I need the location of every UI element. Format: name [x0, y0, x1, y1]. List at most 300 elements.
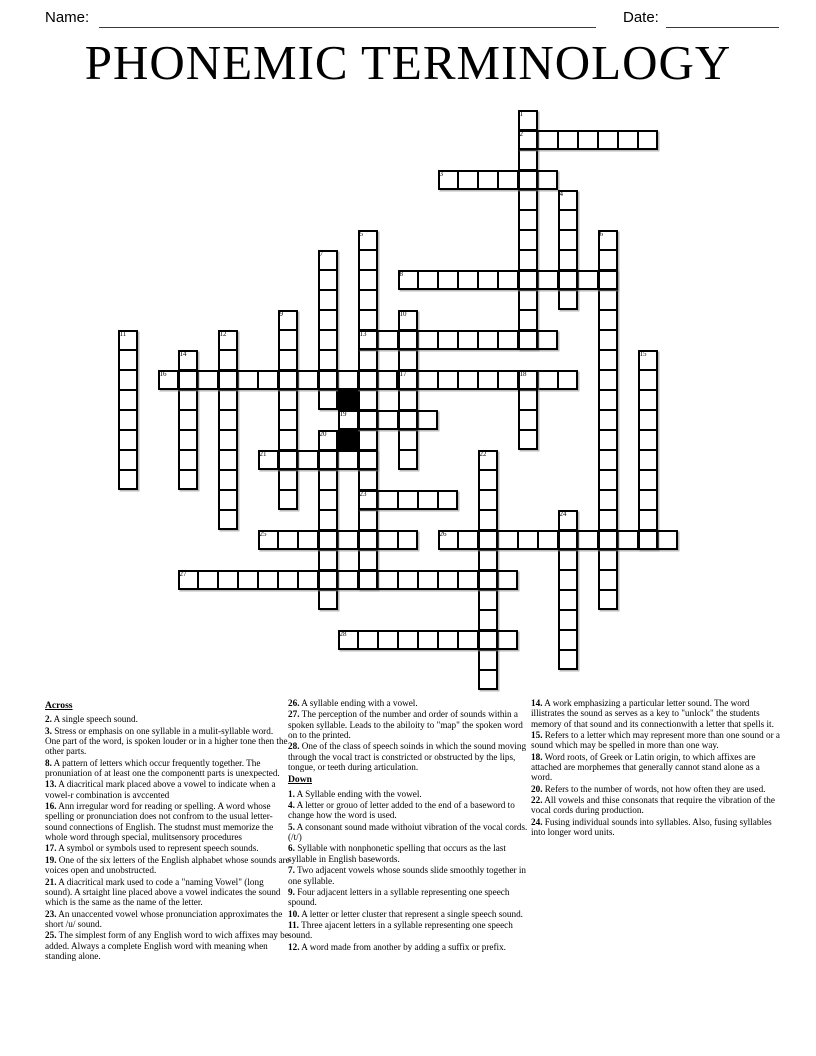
grid-cell[interactable] [558, 190, 578, 210]
grid-cell[interactable] [418, 330, 438, 350]
grid-cell[interactable] [558, 610, 578, 630]
grid-cell[interactable] [358, 510, 378, 530]
grid-cell[interactable] [558, 630, 578, 650]
grid-cell[interactable] [118, 350, 138, 370]
grid-cell[interactable] [198, 370, 218, 390]
grid-cell[interactable] [338, 530, 358, 550]
grid-cell[interactable] [218, 370, 238, 390]
clue-item-number: 20. [531, 783, 543, 794]
blocked-cell [338, 390, 358, 410]
grid-cell[interactable] [378, 630, 398, 650]
grid-cell[interactable] [578, 270, 598, 290]
grid-cell[interactable] [598, 370, 618, 390]
grid-cell[interactable] [558, 210, 578, 230]
grid-cell[interactable] [598, 590, 618, 610]
grid-cell[interactable] [498, 330, 518, 350]
grid-cell[interactable] [278, 370, 298, 390]
grid-cell[interactable] [538, 370, 558, 390]
grid-cell[interactable] [498, 570, 518, 590]
clue-item-number: 2. [45, 714, 52, 725]
grid-cell[interactable] [638, 130, 658, 150]
grid-cell[interactable] [518, 230, 538, 250]
grid-cell[interactable] [498, 170, 518, 190]
grid-cell[interactable] [598, 130, 618, 150]
grid-cell[interactable] [458, 630, 478, 650]
grid-cell[interactable] [358, 530, 378, 550]
grid-cell[interactable] [318, 530, 338, 550]
grid-cell[interactable] [438, 490, 458, 510]
grid-cell[interactable] [438, 370, 458, 390]
grid-cell[interactable] [258, 370, 278, 390]
grid-cell[interactable] [478, 530, 498, 550]
grid-cell[interactable] [418, 490, 438, 510]
grid-cell[interactable] [398, 490, 418, 510]
grid-cell[interactable] [358, 490, 378, 510]
grid-cell[interactable] [378, 570, 398, 590]
grid-cell[interactable] [518, 370, 538, 390]
grid-cell[interactable] [638, 430, 658, 450]
clue-item-number: 9. [288, 886, 295, 897]
grid-cell[interactable] [338, 370, 358, 390]
grid-cell[interactable] [598, 570, 618, 590]
clue-item: 6. Syllable with nonphonetic spelling that occurs as the last syllable in English basewords. [288, 843, 506, 864]
grid-cell[interactable] [278, 410, 298, 430]
grid-cell[interactable] [398, 310, 418, 330]
grid-cell[interactable] [458, 330, 478, 350]
grid-cell[interactable] [598, 470, 618, 490]
grid-cell[interactable] [638, 450, 658, 470]
grid-cell[interactable] [398, 530, 418, 550]
clues-column-middle [288, 698, 534, 953]
grid-cell[interactable] [358, 630, 378, 650]
grid-cell[interactable] [318, 310, 338, 330]
grid-clue-number: 20 [319, 430, 327, 438]
clue-item-number: 18. [531, 751, 543, 762]
grid-cell[interactable] [238, 370, 258, 390]
grid-cell[interactable] [398, 410, 418, 430]
grid-cell[interactable] [218, 570, 238, 590]
grid-cell[interactable] [478, 510, 498, 530]
grid-cell[interactable] [218, 390, 238, 410]
grid-cell[interactable] [278, 310, 298, 330]
grid-cell[interactable] [518, 130, 538, 150]
grid-cell[interactable] [158, 370, 178, 390]
grid-cell[interactable] [378, 530, 398, 550]
grid-cell[interactable] [278, 470, 298, 490]
grid-cell[interactable] [118, 330, 138, 350]
grid-cell[interactable] [578, 130, 598, 150]
grid-clue-number: 22 [479, 450, 487, 458]
grid-cell[interactable] [478, 450, 498, 470]
clue-item: 8. A pattern of letters which occur frequently together. The pronuniation of at least one the componentt parts is unexpected. [45, 757, 280, 779]
clue-item: 9. Four adjacent letters in a syllable representing one speech spound. [288, 886, 510, 908]
grid-cell[interactable] [398, 450, 418, 470]
name-label: Name: [45, 9, 90, 26]
grid-cell[interactable] [398, 330, 418, 350]
grid-cell[interactable] [358, 290, 378, 310]
grid-cell[interactable] [298, 530, 318, 550]
grid-cell[interactable] [618, 530, 638, 550]
grid-cell[interactable] [418, 630, 438, 650]
grid-cell[interactable] [478, 650, 498, 670]
grid-cell[interactable] [498, 630, 518, 650]
grid-cell[interactable] [478, 590, 498, 610]
grid-cell[interactable] [558, 590, 578, 610]
grid-cell[interactable] [478, 490, 498, 510]
grid-cell[interactable] [598, 250, 618, 270]
grid-cell[interactable] [438, 270, 458, 290]
grid-cell[interactable] [278, 390, 298, 410]
grid-cell[interactable] [478, 170, 498, 190]
clue-item: 10. A letter or letter cluster that represent a single speech sound. [288, 908, 523, 919]
grid-clue-number: 1 [519, 110, 523, 118]
grid-cell[interactable] [398, 390, 418, 410]
grid-cell[interactable] [538, 330, 558, 350]
grid-cell[interactable] [358, 410, 378, 430]
clue-item-number: 22. [531, 795, 543, 806]
grid-cell[interactable] [238, 570, 258, 590]
grid-cell[interactable] [598, 530, 618, 550]
grid-cell[interactable] [218, 450, 238, 470]
grid-cell[interactable] [598, 430, 618, 450]
clue-item-number: 27. [288, 709, 300, 720]
clue-item: 15. Refers to a letter which may represent more than one sound or a sound which may be spelled in more than one way. [531, 730, 781, 751]
grid-cell[interactable] [338, 570, 358, 590]
grid-cell[interactable] [278, 450, 298, 470]
grid-cell[interactable] [218, 410, 238, 430]
grid-cell[interactable] [178, 470, 198, 490]
grid-cell[interactable] [598, 290, 618, 310]
grid-cell[interactable] [118, 430, 138, 450]
grid-cell[interactable] [178, 410, 198, 430]
grid-clue-number: 17 [399, 370, 407, 378]
grid-cell[interactable] [178, 390, 198, 410]
grid-cell[interactable] [598, 310, 618, 330]
clue-item: 27. The perception of the number and order of sounds within a spoken syllable. Leads to the abiloity to "map" the spoken word on to the printed. [288, 709, 523, 741]
grid-cell[interactable] [458, 570, 478, 590]
grid-cell[interactable] [558, 650, 578, 670]
grid-cell[interactable] [358, 390, 378, 410]
grid-cell[interactable] [318, 510, 338, 530]
clue-item-number: 19. [45, 854, 57, 865]
grid-clue-number: 24 [559, 510, 567, 518]
grid-cell[interactable] [558, 370, 578, 390]
grid-cell[interactable] [558, 250, 578, 270]
grid-cell[interactable] [318, 570, 338, 590]
grid-cell[interactable] [478, 270, 498, 290]
grid-cell[interactable] [498, 530, 518, 550]
grid-cell[interactable] [418, 410, 438, 430]
grid-cell[interactable] [598, 450, 618, 470]
grid-cell[interactable] [118, 410, 138, 430]
grid-cell[interactable] [358, 450, 378, 470]
grid-cell[interactable] [598, 270, 618, 290]
grid-cell[interactable] [258, 530, 278, 550]
grid-cell[interactable] [638, 370, 658, 390]
grid-cell[interactable] [298, 370, 318, 390]
grid-cell[interactable] [438, 170, 458, 190]
grid-cell[interactable] [518, 270, 538, 290]
clue-item: 26. A syllable ending with a vowel. [288, 698, 418, 708]
grid-clue-number: 9 [279, 310, 283, 318]
grid-cell[interactable] [518, 150, 538, 170]
grid-cell[interactable] [438, 330, 458, 350]
grid-cell[interactable] [378, 410, 398, 430]
grid-cell[interactable] [218, 330, 238, 350]
grid-cell[interactable] [518, 430, 538, 450]
grid-cell[interactable] [318, 490, 338, 510]
grid-cell[interactable] [358, 370, 378, 390]
grid-cell[interactable] [318, 250, 338, 270]
grid-cell[interactable] [358, 330, 378, 350]
grid-cell[interactable] [638, 470, 658, 490]
grid-cell[interactable] [298, 570, 318, 590]
clue-item-number: 5. [288, 821, 295, 832]
grid-cell[interactable] [278, 430, 298, 450]
clue-item-number: 11. [288, 919, 299, 930]
grid-cell[interactable] [418, 270, 438, 290]
grid-cell[interactable] [318, 350, 338, 370]
grid-cell[interactable] [558, 270, 578, 290]
grid-cell[interactable] [398, 270, 418, 290]
grid-cell[interactable] [518, 210, 538, 230]
grid-cell[interactable] [358, 570, 378, 590]
grid-cell[interactable] [358, 230, 378, 250]
grid-cell[interactable] [598, 330, 618, 350]
grid-cell[interactable] [378, 370, 398, 390]
grid-cell[interactable] [658, 530, 678, 550]
grid-cell[interactable] [558, 550, 578, 570]
grid-cell[interactable] [398, 350, 418, 370]
grid-cell[interactable] [478, 610, 498, 630]
grid-cell[interactable] [558, 230, 578, 250]
grid-cell[interactable] [398, 570, 418, 590]
grid-cell[interactable] [338, 630, 358, 650]
grid-cell[interactable] [598, 510, 618, 530]
grid-cell[interactable] [478, 470, 498, 490]
grid-cell[interactable] [318, 270, 338, 290]
grid-cell[interactable] [638, 510, 658, 530]
grid-cell[interactable] [438, 530, 458, 550]
grid-cell[interactable] [218, 470, 238, 490]
grid-clue-number: 12 [219, 330, 227, 338]
grid-cell[interactable] [178, 450, 198, 470]
grid-cell[interactable] [318, 290, 338, 310]
grid-cell[interactable] [278, 530, 298, 550]
grid-cell[interactable] [518, 170, 538, 190]
grid-clue-number: 19 [339, 410, 347, 418]
clue-item: 25. The simplest form of any English word to wich affixes may be added. Always a complete English word with meaning when standing alone. [45, 930, 289, 961]
grid-clue-number: 13 [359, 330, 367, 338]
clue-item-number: 28. [288, 741, 300, 752]
grid-cell[interactable] [378, 330, 398, 350]
grid-cell[interactable] [218, 510, 238, 530]
grid-clue-number: 25 [259, 530, 267, 538]
grid-cell[interactable] [258, 570, 278, 590]
clue-item-number: 21. [45, 876, 57, 887]
grid-cell[interactable] [598, 230, 618, 250]
grid-cell[interactable] [218, 350, 238, 370]
grid-cell[interactable] [598, 390, 618, 410]
grid-cell[interactable] [318, 390, 338, 410]
grid-cell[interactable] [598, 550, 618, 570]
grid-cell[interactable] [118, 370, 138, 390]
clue-item: 4. A letter or grouo of letter added to the end of a baseword to change how the word is used. [288, 800, 515, 821]
clue-item: 23. An unaccented vowel whose pronunciation approximates the short /u/ sound. [45, 908, 283, 929]
grid-cell[interactable] [478, 570, 498, 590]
clue-item: 20. Refers to the number of words, not how often they are used. [531, 783, 766, 794]
grid-cell[interactable] [498, 370, 518, 390]
grid-cell[interactable] [318, 330, 338, 350]
grid-cell[interactable] [278, 350, 298, 370]
grid-cell[interactable] [318, 370, 338, 390]
grid-clue-number: 11 [119, 330, 127, 338]
grid-cell[interactable] [358, 270, 378, 290]
grid-cell[interactable] [438, 570, 458, 590]
grid-clue-number: 2 [519, 130, 523, 138]
clues-column-right [531, 698, 783, 838]
grid-cell[interactable] [118, 470, 138, 490]
grid-cell[interactable] [398, 630, 418, 650]
grid-cell[interactable] [518, 310, 538, 330]
grid-cell[interactable] [518, 290, 538, 310]
grid-cell[interactable] [638, 410, 658, 430]
grid-cell[interactable] [478, 630, 498, 650]
grid-cell[interactable] [398, 430, 418, 450]
grid-cell[interactable] [318, 470, 338, 490]
grid-cell[interactable] [498, 270, 518, 290]
grid-cell[interactable] [458, 370, 478, 390]
clue-item: 19. One of the six letters of the English alphabet whose sounds are voices open and unobstructed. [45, 854, 290, 876]
grid-cell[interactable] [358, 470, 378, 490]
grid-cell[interactable] [478, 670, 498, 690]
grid-clue-number: 10 [399, 310, 407, 318]
grid-cell[interactable] [218, 430, 238, 450]
clue-item-number: 12. [288, 941, 300, 952]
grid-cell[interactable] [338, 450, 358, 470]
grid-cell[interactable] [358, 250, 378, 270]
grid-clue-number: 21 [259, 450, 267, 458]
grid-cell[interactable] [178, 370, 198, 390]
grid-cell[interactable] [318, 430, 338, 450]
clue-list-heading: Across [45, 700, 73, 711]
grid-clue-number: 27 [179, 570, 187, 578]
clue-item-number: 6. [288, 843, 295, 854]
grid-cell[interactable] [358, 310, 378, 330]
clue-item: 24. Fusing individual sounds into syllables. Also, fusing syllables into longer word units. [531, 816, 772, 838]
grid-cell[interactable] [458, 170, 478, 190]
grid-cell[interactable] [578, 530, 598, 550]
clue-item: 22. All vowels and thise consonats that require the vibration of the vocal cords during production. [531, 795, 775, 816]
grid-cell[interactable] [258, 450, 278, 470]
grid-cell[interactable] [358, 430, 378, 450]
grid-cell[interactable] [638, 490, 658, 510]
grid-cell[interactable] [518, 250, 538, 270]
grid-cell[interactable] [638, 390, 658, 410]
grid-cell[interactable] [558, 530, 578, 550]
grid-cell[interactable] [418, 570, 438, 590]
grid-cell[interactable] [478, 550, 498, 570]
grid-cell[interactable] [178, 570, 198, 590]
worksheet-title: PHONEMIC TERMINOLOGY [84, 35, 732, 90]
grid-cell[interactable] [278, 490, 298, 510]
grid-cell[interactable] [518, 530, 538, 550]
grid-cell[interactable] [538, 170, 558, 190]
grid-cell[interactable] [218, 490, 238, 510]
grid-cell[interactable] [278, 330, 298, 350]
grid-cell[interactable] [318, 590, 338, 610]
grid-cell[interactable] [538, 270, 558, 290]
grid-cell[interactable] [598, 350, 618, 370]
grid-cell[interactable] [518, 190, 538, 210]
grid-cell[interactable] [558, 510, 578, 530]
grid-clue-number: 5 [359, 230, 363, 238]
grid-cell[interactable] [438, 630, 458, 650]
grid-cell[interactable] [418, 370, 438, 390]
clue-list-heading: Down [288, 774, 312, 786]
grid-cell[interactable] [538, 130, 558, 150]
grid-cell[interactable] [558, 570, 578, 590]
grid-cell[interactable] [358, 550, 378, 570]
clue-item-number: 26. [288, 698, 300, 708]
clue-item-number: 7. [288, 865, 295, 876]
grid-clue-number: 23 [359, 490, 367, 498]
grid-cell[interactable] [518, 330, 538, 350]
grid-cell[interactable] [178, 430, 198, 450]
clue-item: 2. A single speech sound. [45, 714, 138, 725]
grid-cell[interactable] [318, 550, 338, 570]
clue-item: 1. A Syllable ending with the vowel. [288, 788, 422, 799]
grid-cell[interactable] [618, 130, 638, 150]
blocked-cell [338, 430, 358, 450]
grid-cell[interactable] [338, 410, 358, 430]
grid-cell[interactable] [458, 530, 478, 550]
grid-cell[interactable] [598, 410, 618, 430]
grid-cell[interactable] [518, 110, 538, 130]
grid-cell[interactable] [318, 450, 338, 470]
clue-item-number: 3. [45, 725, 52, 736]
clue-item-number: 10. [288, 908, 300, 919]
grid-cell[interactable] [518, 410, 538, 430]
grid-cell[interactable] [638, 530, 658, 550]
grid-cell[interactable] [118, 390, 138, 410]
clue-item: 11. Three ajacent letters in a syllable representing one speech sound. [288, 919, 513, 941]
grid-clue-number: 28 [339, 630, 347, 638]
grid-clue-number: 15 [639, 350, 647, 358]
grid-cell[interactable] [558, 290, 578, 310]
grid-cell[interactable] [178, 350, 198, 370]
grid-cell[interactable] [478, 330, 498, 350]
grid-cell[interactable] [398, 370, 418, 390]
grid-cell[interactable] [538, 530, 558, 550]
grid-cell[interactable] [358, 350, 378, 370]
grid-cell[interactable] [378, 490, 398, 510]
grid-cell[interactable] [598, 490, 618, 510]
clue-item-number: 13. [45, 779, 57, 790]
grid-cell[interactable] [458, 270, 478, 290]
grid-cell[interactable] [518, 390, 538, 410]
clue-item: 17. A symbol or symbols used to represent speech sounds. [45, 843, 259, 854]
grid-cell[interactable] [118, 450, 138, 470]
clue-item: 14. A work emphasizing a particular letter sound. The word illistrates the sound as serves as a key to "unlock" the students memory of that sound and its connectionwith a letter that spells it. [531, 698, 774, 729]
grid-cell[interactable] [298, 450, 318, 470]
grid-cell[interactable] [558, 130, 578, 150]
grid-cell[interactable] [198, 570, 218, 590]
clues-column-left [45, 698, 290, 962]
grid-cell[interactable] [638, 350, 658, 370]
grid-cell[interactable] [278, 570, 298, 590]
grid-cell[interactable] [478, 370, 498, 390]
